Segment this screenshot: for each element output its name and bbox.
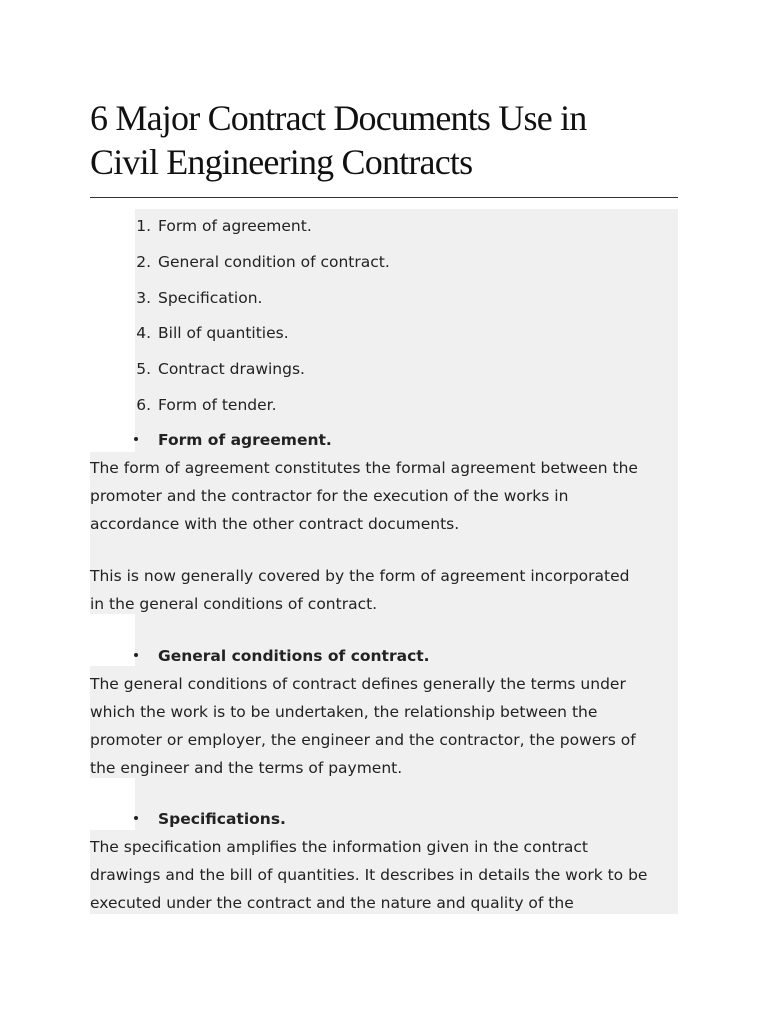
section-heading: General conditions of contract. [158,647,430,665]
paragraph-line: The general conditions of contract defines generally the terms under [90,675,626,693]
title-line-1: 6 Major Contract Documents Use in [90,98,587,138]
paragraph-line: promoter and the contractor for the execution of the works in [90,487,569,505]
bullet-icon [134,805,140,811]
paragraph-line: The specification amplifies the information given in the contract [90,838,588,856]
section-heading: Specifications. [158,810,286,828]
page-title [90,96,678,184]
list-item-text: General condition of contract. [158,253,390,271]
paragraph-line: in the general conditions of contract. [90,595,378,613]
list-item-number: 3. [136,289,151,307]
section-heading: Form of agreement. [158,431,332,449]
paragraph-line: which the work is to be undertaken, the relationship between the [90,703,598,721]
list-item-number: 5. [136,360,151,378]
list-item-number: 2. [136,253,151,271]
list-item-number: 4. [136,324,151,342]
paragraph-line: This is now generally covered by the form of agreement incorporated [90,567,630,585]
bullet-icon [134,642,140,648]
paragraph-line: The form of agreement constitutes the formal agreement between the [90,459,638,477]
title-divider [90,197,678,198]
list-item-text: Form of tender. [158,396,277,414]
list-item-text: Specification. [158,289,263,307]
list-item-text: Bill of quantities. [158,324,289,342]
bullet-icon [134,426,140,432]
paragraph-line: executed under the contract and the nature and quality of the [90,894,574,912]
paragraph-line: accordance with the other contract documents. [90,515,460,533]
paragraph-line: the engineer and the terms of payment. [90,759,403,777]
paragraph-line: promoter or employer, the engineer and the contractor, the powers of [90,731,636,749]
list-item-text: Form of agreement. [158,217,312,235]
list-item-text: Contract drawings. [158,360,305,378]
list-item-number: 1. [136,217,151,235]
paragraph-line: drawings and the bill of quantities. It describes in details the work to be [90,866,648,884]
list-item-number: 6. [136,396,151,414]
title-line-2: Civil Engineering Contracts [90,142,473,182]
